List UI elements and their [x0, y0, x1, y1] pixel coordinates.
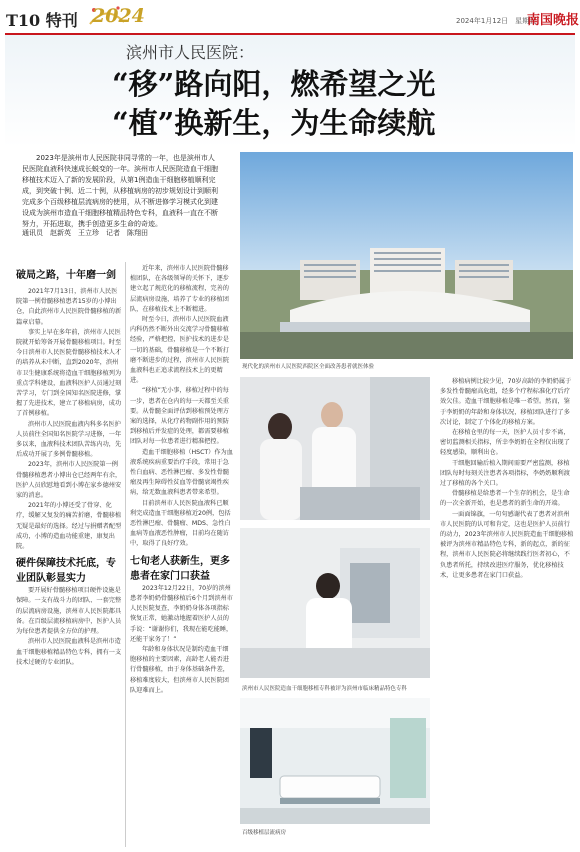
paragraph: 2021年的小博还受了骨穿、化疗，缓解又复发的痛苦折磨，骨髓移植无疑是最好的选择。经过与捐赠者配型成功，小博的造血功能重建，康复出院。 [16, 502, 122, 551]
section-heading-4: 七旬老人获新生，更多患者在家门口获益 [130, 555, 230, 582]
paragraph: 年龄和身体状况是制约造血干细胞移植的主要因素，高龄老人能否进行骨髓移植，由于身体基础条件差，移植难度较大，但滨州市人民医院团队迎难而上。 [130, 645, 229, 694]
paragraph: 时至今日，滨州市人民医院血液内科仍然不断外出交流学习骨髓移植经验，严格把控，医护技术的进步是一切的基础，骨髓移植是一个不断打磨不断进步的过程，滨州市人民医院血液科也正追求流程技术上的更精进。 [130, 316, 229, 385]
paragraph: 2023年12月22日，70岁的滨州患者李奶奶骨髓移植后6个月到滨州市人民医院复查，李奶奶身体各项指标恢复正常，她激动地握着医护人员的手说：“谢谢你们，我现在能吃能睡，还能干家务了！” [130, 584, 233, 643]
paragraph: 近年来，滨州市人民医院骨髓移植团队，在各级领导的关怀下，逐步建立起了规范化的移植流程，完善的层流病房设施，培养了专业的移植团队，在移植技术上不断精进。 [130, 265, 229, 313]
doctors-photo [240, 377, 430, 520]
column-3 [440, 377, 574, 847]
lab-nurse-photo [240, 528, 430, 678]
page-section-label: T10 特刊 [6, 11, 78, 30]
column-1 [16, 287, 122, 852]
column-divider [125, 262, 126, 847]
page-header [0, 0, 580, 34]
paragraph: 滨州市人民医院血液科是滨州市造血干细胞移植精品特色专科，拥有一支技术过硬的专业团队。 [16, 638, 122, 666]
paragraph: 2023年，滨州市人民医院第一例骨髓移植患者小博出仓已经两年有余，医护人员欣慰地看到小博在家乡德州安家的消息。 [16, 461, 122, 500]
newspaper-logo: 南国晚报 [527, 13, 580, 28]
paragraph: 干细胞回输后植入期间需要严密监测，移植团队每时每刻关注患者各项指标，李奶奶顺利渡过了移植的各个关口。 [440, 459, 570, 488]
paragraph: 一面面锦旗，一句句感谢代表了患者对滨州市人民医院的认可和肯定，这也是医护人员前行的动力，2023年滨州市人民医院造血干细胞移植被评为滨州市精品特色专科，新的起点，新的征程，滨州市人民医院必将继续践行医者初心，不负患者所托，持续改进医疗服务，优化移植技术，让更多患者在家门口获益。 [440, 510, 574, 579]
paragraph: 在移植仓里的每一天，医护人员寸步不离，密切监测相关指标，所幸李奶奶在全程仅出现了轻度感染，顺利出仓。 [440, 429, 570, 457]
paragraph: 事实上早在多年前，滨州市人民医院就开始筹备开展骨髓移植项目。时至今日滨州市人民医院骨髓移植技术人才的培养从未中断，直到2020年，滨州市卫生健康系统将造血干细胞移植列为重点学科建设，血液科医护人员通过刻苦学习，专门到全国知名医院进修，掌握了先进技术，建立了移植病房，成功了首例移植。 [16, 328, 122, 418]
paragraph: 2021年7月13日，滨州市人民医院第一例骨髓移植患者15岁的小博出仓，自此滨州市人民医院骨髓移植的新篇章启幕。 [16, 288, 122, 326]
photo-caption-3: 滨州市人民医院造血干细胞移植专科被评为滨州市临床精品特色专科 [242, 686, 408, 692]
headline-subtitle: 滨州市人民医院： [126, 43, 255, 62]
photo-caption-4: 百级移植层流病房 [242, 830, 287, 836]
paragraph: 移植病例比较少见，70岁高龄的李奶奶属于多发性骨髓瘤高危组，经多个疗程标准化疗后疗效欠佳。造血干细胞移植是唯一希望。然而，鉴于李奶奶的年龄和身体状况，移植团队进行了多次讨论，制定了个体化的移植方案。 [440, 378, 572, 426]
photo-caption-1: 现代化的滨州市人民医院西院区全面改善患者就医体验 [242, 364, 375, 370]
hospital-aerial-photo [240, 152, 573, 359]
year-logo-text: 2024 [92, 5, 145, 27]
paragraph: 要开展好骨髓移植项目硬件设施是保障。一支有战斗力的团队、一套完整的层流病房设施，滨州市人民医院都具备。在百级层流移植病房中，医护人员为每位患者提供全方位的护理。 [16, 587, 122, 636]
paragraph: 造血干细胞移植（HSCT）作为血液系统疾病重要治疗手段，常用于急性白血病、恶性淋巴瘤、多发性骨髓瘤及再生障碍性贫血等骨髓衰竭性疾病，给无数血液科患者带来希望。 [130, 448, 233, 497]
headline-line-2: “植”换新生，为生命续航 [112, 106, 436, 140]
byline: 通讯员 赵新英 王立珍 记者 陈翔田 [22, 229, 148, 237]
paragraph: “移植”无小事，移植过程中的每一步，患者在仓内的每一天都至关重要。从骨髓全面评估到移植预处理方案的选择，从化疗药物副作用的预防到移植后并发症的处理，都需要移植团队对每一位患者进行精准把控。 [130, 387, 229, 446]
paragraph: 骨髓移植是给患者一个生存的机会，是生命的一次全新开始，也是患者的新生命的开端。 [440, 490, 570, 508]
lead-paragraph: 2023年是滨州市人民医院非同寻常的一年，也是滨州市人民医院血液科快速成长蜕变的一年。滨州市人民医院造血干细胞移植技术迈入了新的发展阶段，从第1例造血干细胞移植顺利完成，到突破十例、近二十例，从移植病房的初步规划设计到顺利完成多个百级移植层流病房的使用，从不断进修学习模式化到建设成为滨州市造血干细胞移植精品特色专科，血液科一直在不断努力，开拓进取，携手创造更多生命的奇迹。 [22, 154, 218, 228]
headline-line-1: “移”路向阳，燃希望之光 [112, 67, 436, 101]
paragraph: 滨州市人民医院血液内科多名医护人员前往全国知名医院学习进修，一年多以来，血液科技术团队苦练内功，先后成功开展了多例骨髓移植。 [16, 420, 122, 459]
date-line: 2024年1月12日 星期五 [456, 17, 537, 25]
ward-photo [240, 698, 430, 824]
section-heading-2: 硬件保障技术托底，专业团队彰显实力 [16, 558, 116, 585]
column-2 [130, 264, 234, 852]
section-heading-1: 破局之路，十年磨一剑 [16, 270, 116, 281]
paragraph: 目前滨州市人民医院血液科已顺利完成造血干细胞移植近20例，包括恶性淋巴瘤、骨髓瘤、MDS、急性白血病等血液恶性肿瘤，目前均在随访中，取得了良好疗效。 [130, 499, 231, 548]
